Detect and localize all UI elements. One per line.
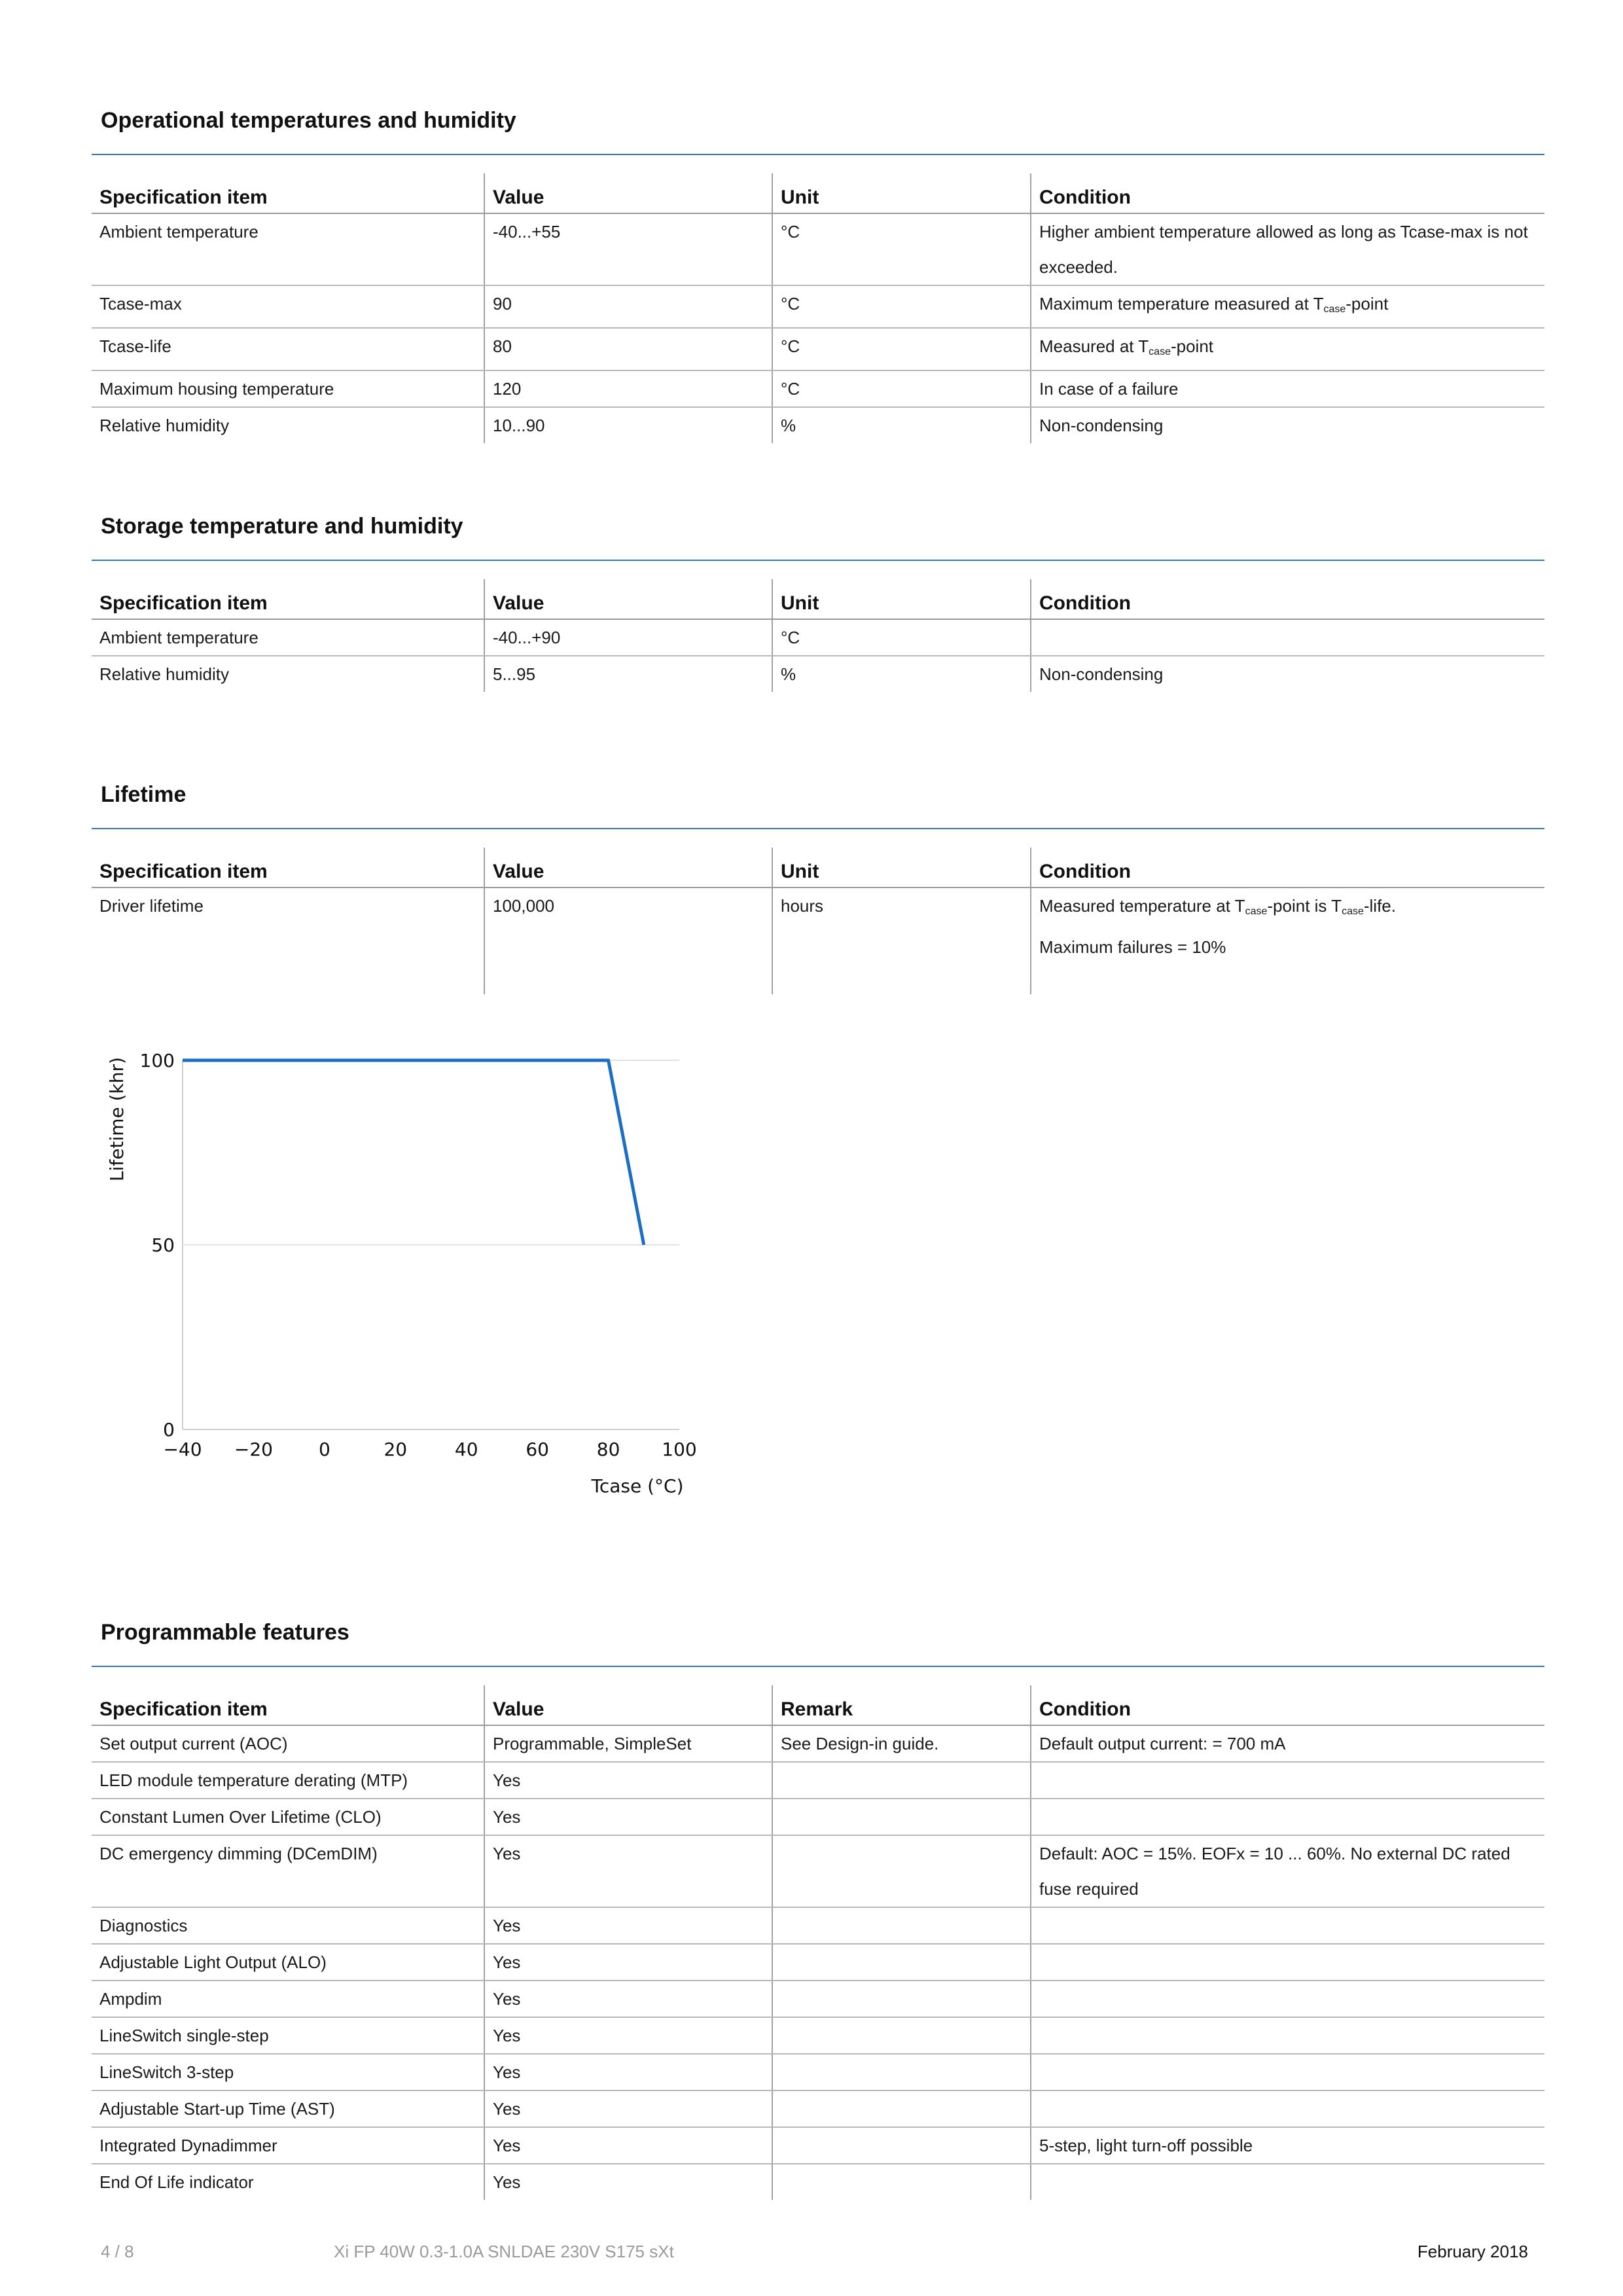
storage-table bbox=[92, 579, 1544, 692]
table-row bbox=[92, 407, 1544, 443]
cell-item: Ambient temperature bbox=[92, 619, 484, 656]
cell-condition: Non-condensing bbox=[1031, 407, 1544, 443]
cell-condition bbox=[1031, 2054, 1544, 2090]
condition-text: -point bbox=[1346, 294, 1389, 314]
footer-page-number: 4 / 8 bbox=[101, 2242, 134, 2261]
header-condition: Condition bbox=[1031, 1685, 1544, 1725]
header-unit: Unit bbox=[772, 848, 1031, 888]
cell-condition bbox=[1031, 2017, 1544, 2054]
series-line bbox=[183, 1060, 644, 1245]
cell-condition bbox=[1031, 1799, 1544, 1835]
cell-condition: Default: AOC = 15%. EOFx = 10 ... 60%. No external DC rated fuse required bbox=[1031, 1835, 1544, 1907]
cell-value: Yes bbox=[484, 1799, 772, 1835]
cell-item: End Of Life indicator bbox=[99, 2172, 254, 2192]
header-unit: Unit bbox=[772, 173, 1031, 213]
table-row bbox=[92, 2054, 1544, 2090]
x-tick-label: −20 bbox=[234, 1439, 273, 1460]
table-row bbox=[92, 1944, 1544, 1981]
table-row bbox=[92, 370, 1544, 407]
cell-condition bbox=[1031, 2090, 1544, 2127]
cell-item: Maximum housing temperature bbox=[92, 370, 484, 407]
cell-item: Adjustable Start-up Time (AST) bbox=[92, 2090, 484, 2127]
header-value: Value bbox=[484, 1685, 772, 1725]
condition-subscript: case bbox=[1149, 346, 1171, 357]
table-row bbox=[92, 888, 1544, 994]
condition-line: Maximum failures = 10% bbox=[1039, 937, 1226, 957]
cell-item: Relative humidity bbox=[99, 416, 229, 435]
condition-text: -life. bbox=[1363, 896, 1396, 916]
cell-remark bbox=[772, 1799, 1031, 1835]
cell-item: Adjustable Light Output (ALO) bbox=[92, 1944, 484, 1981]
header-remark: Remark bbox=[772, 1685, 1031, 1725]
cell-remark bbox=[772, 2054, 1031, 2090]
cell-unit: °C bbox=[772, 213, 1031, 285]
cell-condition bbox=[1031, 285, 1544, 328]
cell-value: Yes bbox=[484, 1762, 772, 1799]
cell-item: Integrated Dynadimmer bbox=[92, 2127, 484, 2164]
condition-text: Measured temperature at T bbox=[1039, 896, 1245, 916]
table-row bbox=[92, 328, 1544, 370]
y-tick-label: 0 bbox=[163, 1419, 175, 1441]
cell-condition: In case of a failure bbox=[1031, 370, 1544, 407]
y-axis-label: Lifetime (khr) bbox=[106, 1057, 128, 1181]
cell-value: Yes bbox=[484, 1944, 772, 1981]
table-row bbox=[92, 1981, 1544, 2017]
cell-item: Ambient temperature bbox=[92, 213, 484, 285]
section-rule bbox=[92, 154, 1544, 155]
cell-remark bbox=[772, 2090, 1031, 2127]
cell-unit: °C bbox=[772, 285, 1031, 328]
cell-value: 5...95 bbox=[484, 656, 772, 692]
cell-remark bbox=[772, 2164, 1031, 2200]
cell-value: Yes bbox=[484, 2164, 772, 2200]
cell-value: 90 bbox=[484, 285, 772, 328]
cell-item: Tcase-max bbox=[92, 285, 484, 328]
cell-remark bbox=[772, 1907, 1031, 1944]
cell-value: 80 bbox=[484, 328, 772, 370]
cell-value: Yes bbox=[484, 2054, 772, 2090]
header-unit: Unit bbox=[772, 579, 1031, 619]
header-value: Value bbox=[484, 173, 772, 213]
section-rule bbox=[92, 1666, 1544, 1667]
cell-unit: °C bbox=[772, 328, 1031, 370]
table-header-row bbox=[92, 579, 1544, 619]
cell-item: Driver lifetime bbox=[99, 896, 204, 916]
lifetime-table bbox=[92, 848, 1544, 994]
header-value: Value bbox=[484, 848, 772, 888]
cell-unit: °C bbox=[772, 370, 1031, 407]
cell-item: Relative humidity bbox=[99, 664, 229, 684]
cell-unit: % bbox=[772, 656, 1031, 692]
cell-condition bbox=[1031, 328, 1544, 370]
x-tick-label: 40 bbox=[454, 1439, 478, 1460]
header-condition: Condition bbox=[1031, 848, 1544, 888]
cell-unit: °C bbox=[772, 619, 1031, 656]
table-row bbox=[92, 656, 1544, 692]
x-tick-label: 60 bbox=[526, 1439, 549, 1460]
operational-table bbox=[92, 173, 1544, 443]
cell-unit: hours bbox=[772, 888, 1031, 994]
cell-remark bbox=[772, 1835, 1031, 1907]
table-header-row bbox=[92, 848, 1544, 888]
cell-item: Set output current (AOC) bbox=[92, 1725, 484, 1762]
condition-text: Measured at T bbox=[1039, 336, 1149, 356]
cell-value: Programmable, SimpleSet bbox=[484, 1725, 772, 1762]
cell-value: Yes bbox=[484, 1907, 772, 1944]
footer-date: February 2018 bbox=[1417, 2242, 1528, 2261]
table-row bbox=[92, 285, 1544, 328]
table-header-row bbox=[92, 1685, 1544, 1725]
y-tick-label: 50 bbox=[151, 1234, 175, 1256]
table-row bbox=[92, 1907, 1544, 1944]
cell-value: -40...+90 bbox=[484, 619, 772, 656]
condition-subscript: case bbox=[1342, 906, 1364, 917]
cell-value: -40...+55 bbox=[484, 213, 772, 285]
cell-remark bbox=[772, 2017, 1031, 2054]
table-row bbox=[92, 619, 1544, 656]
section-title: Programmable features bbox=[101, 1620, 349, 1645]
x-axis-label: Tcase (°C) bbox=[591, 1475, 684, 1497]
header-condition: Condition bbox=[1031, 173, 1544, 213]
header-condition: Condition bbox=[1031, 579, 1544, 619]
cell-condition bbox=[1031, 2164, 1544, 2200]
cell-remark bbox=[772, 2127, 1031, 2164]
cell-remark bbox=[772, 1981, 1031, 2017]
x-tick-label: −40 bbox=[163, 1439, 202, 1460]
condition-subscript: case bbox=[1245, 906, 1268, 917]
x-tick-label: 0 bbox=[318, 1439, 330, 1460]
table-row bbox=[92, 2017, 1544, 2054]
cell-condition: 5-step, light turn-off possible bbox=[1031, 2127, 1544, 2164]
condition-subscript: case bbox=[1323, 304, 1346, 315]
section-title: Operational temperatures and humidity bbox=[101, 108, 516, 133]
cell-item: LED module temperature derating (MTP) bbox=[92, 1762, 484, 1799]
cell-remark bbox=[772, 1944, 1031, 1981]
x-tick-label: 80 bbox=[596, 1439, 620, 1460]
cell-value: 10...90 bbox=[484, 407, 772, 443]
cell-condition bbox=[1031, 619, 1544, 656]
cell-item: DC emergency dimming (DCemDIM) bbox=[92, 1835, 484, 1907]
y-tick-label: 100 bbox=[139, 1050, 175, 1071]
cell-value: Yes bbox=[484, 2017, 772, 2054]
table-row bbox=[92, 213, 1544, 285]
cell-value: 100,000 bbox=[484, 888, 772, 994]
section-rule bbox=[92, 828, 1544, 829]
cell-remark bbox=[772, 1762, 1031, 1799]
cell-condition bbox=[1031, 1944, 1544, 1981]
cell-condition: Higher ambient temperature allowed as long as Tcase-max is not exceeded. bbox=[1031, 213, 1544, 285]
lifetime-chart-svg bbox=[98, 1034, 726, 1518]
header-spec-item: Specification item bbox=[92, 848, 484, 888]
table-row bbox=[92, 1799, 1544, 1835]
cell-item: Ampdim bbox=[92, 1981, 484, 2017]
condition-text: -point bbox=[1170, 336, 1214, 356]
table-row bbox=[92, 2090, 1544, 2127]
cell-remark: See Design-in guide. bbox=[772, 1725, 1031, 1762]
cell-condition: Non-condensing bbox=[1031, 656, 1544, 692]
cell-item: Constant Lumen Over Lifetime (CLO) bbox=[92, 1799, 484, 1835]
table-header-row bbox=[92, 173, 1544, 213]
cell-value: Yes bbox=[484, 2090, 772, 2127]
cell-condition bbox=[1031, 1907, 1544, 1944]
section-title: Lifetime bbox=[101, 782, 187, 807]
cell-value: 120 bbox=[484, 370, 772, 407]
header-spec-item: Specification item bbox=[92, 1685, 484, 1725]
cell-condition bbox=[1031, 888, 1544, 994]
header-value: Value bbox=[484, 579, 772, 619]
cell-value: Yes bbox=[484, 1981, 772, 2017]
cell-value: Yes bbox=[484, 2127, 772, 2164]
cell-unit: % bbox=[772, 407, 1031, 443]
lifetime-chart bbox=[98, 1034, 726, 1518]
table-row bbox=[92, 1835, 1544, 1907]
table-row bbox=[92, 2164, 1544, 2200]
section-title: Storage temperature and humidity bbox=[101, 514, 463, 539]
condition-text: Maximum temperature measured at T bbox=[1039, 294, 1324, 314]
condition-line bbox=[1039, 888, 1537, 929]
section-rule bbox=[92, 560, 1544, 561]
cell-item: Tcase-life bbox=[92, 328, 484, 370]
table-row bbox=[92, 2127, 1544, 2164]
footer-product-name: Xi FP 40W 0.3-1.0A SNLDAE 230V S175 sXt bbox=[334, 2242, 674, 2261]
cell-item: LineSwitch single-step bbox=[92, 2017, 484, 2054]
cell-item: LineSwitch 3-step bbox=[92, 2054, 484, 2090]
table-row bbox=[92, 1725, 1544, 1762]
x-tick-label: 100 bbox=[662, 1439, 697, 1460]
cell-condition: Default output current: = 700 mA bbox=[1031, 1725, 1544, 1762]
x-tick-label: 20 bbox=[383, 1439, 408, 1460]
header-spec-item: Specification item bbox=[92, 579, 484, 619]
cell-condition bbox=[1031, 1762, 1544, 1799]
programmable-table bbox=[92, 1685, 1544, 2200]
cell-condition bbox=[1031, 1981, 1544, 2017]
cell-value: Yes bbox=[484, 1835, 772, 1907]
header-spec-item: Specification item bbox=[92, 173, 484, 213]
table-row bbox=[92, 1762, 1544, 1799]
cell-item: Diagnostics bbox=[92, 1907, 484, 1944]
condition-text: -point is T bbox=[1267, 896, 1342, 916]
